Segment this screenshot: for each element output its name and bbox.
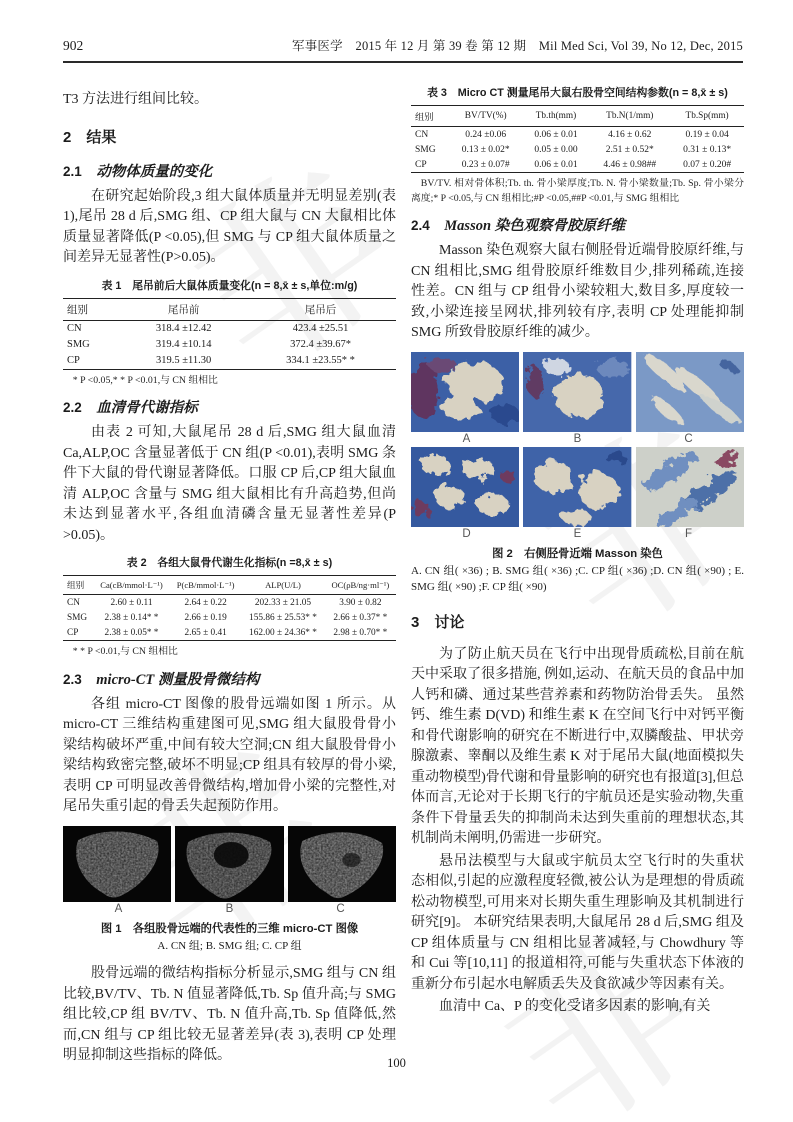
table3-cell: 2.51 ± 0.52*: [605, 144, 654, 155]
table3: [411, 105, 744, 173]
table1-cell: 319.4 ±10.14: [155, 339, 212, 350]
microct-scan-graphic: [288, 826, 396, 902]
table3-row: [411, 157, 744, 173]
table1-header: 尾吊后: [245, 298, 396, 320]
table3-cell: 0.31 ± 0.13*: [683, 144, 732, 155]
page-header: [63, 36, 743, 63]
table1-cell: 423.4 ±25.51: [292, 323, 349, 334]
table3-header: Tb.N(1/mm): [589, 106, 670, 127]
masson-stain-graphic: [523, 352, 631, 432]
table2-cell: 2.38 ± 0.14* *: [104, 612, 159, 623]
table3-block: [411, 86, 744, 206]
continued-paragraph: T3 方法进行组间比较。: [63, 92, 209, 107]
figure2-panel-labels-top: [411, 433, 744, 445]
subsection-heading-2-4: [411, 214, 744, 235]
panel-label-a: A: [462, 432, 471, 445]
masson-stain-graphic: [636, 447, 744, 527]
subsection-number: 2.1: [63, 163, 82, 179]
paragraph-body-weight: 在研究起始阶段,3 组大鼠体质量并无明显差别(表 1),尾吊 28 d 后,SMG 组、CP 组大鼠与 CN 大鼠相比体质量显著降低(P <0.05),但 SMG 与 CP 组大鼠体质量之间差异无显著性(P>0.05)。: [63, 188, 396, 265]
table2-cell: 3.90 ± 0.82: [339, 597, 382, 608]
table2-cell: 2.66 ± 0.19: [184, 612, 227, 623]
figure1-block: [63, 826, 396, 955]
table2-header: Ca(cB/mmol·L⁻¹): [93, 576, 170, 595]
table3-cell: CN: [415, 129, 429, 140]
table3-header: Tb.th(mm): [523, 106, 590, 127]
panel-label-a: A: [114, 902, 123, 915]
table2-cell: 2.66 ± 0.37* *: [333, 612, 388, 623]
microct-image-cp: [288, 826, 396, 902]
subsection-heading-2-3: [63, 668, 396, 689]
footer-page-number: 100: [387, 1056, 406, 1070]
table2-cell: 162.00 ± 24.36* *: [249, 627, 317, 638]
panel-label-e: E: [573, 527, 582, 540]
table3-cell: 0.19 ± 0.04: [685, 129, 729, 140]
table3-cell: 0.23 ± 0.07#: [461, 159, 510, 170]
table2-row: [63, 595, 396, 611]
table1-row: [63, 320, 396, 337]
masson-stain-graphic: [636, 352, 744, 432]
table3-cell: 0.06 ± 0.01: [534, 129, 578, 140]
masson-stain-graphic: [411, 447, 519, 527]
table1-cell: CP: [67, 355, 80, 366]
table2-cell: 202.33 ± 21.05: [254, 597, 312, 608]
figure1-panel-labels: [63, 903, 396, 915]
masson-image-cp-90x: [636, 447, 744, 527]
table1-cell: 334.1 ±23.55* *: [286, 355, 355, 366]
table1-header-row: [63, 298, 396, 320]
table3-header-row: [411, 106, 744, 127]
microct-image-cn: [63, 826, 171, 902]
table3-header: 组别: [411, 106, 449, 127]
table1-cell: SMG: [67, 339, 90, 350]
masson-stain-graphic: [523, 447, 631, 527]
figure2-caption: 图 2 右侧胫骨近端 Masson 染色: [492, 547, 663, 560]
masson-image-smg-90x: [523, 447, 631, 527]
table3-cell: 4.16 ± 0.62: [608, 129, 652, 140]
table1-cell: 319.5 ±11.30: [156, 355, 212, 366]
figure2-panels-top: [411, 352, 744, 432]
table1-header: 组别: [63, 298, 122, 320]
table2-header-row: [63, 576, 396, 595]
figure2-subcaption: A. CN 组( ×36) ; B. SMG 组( ×36) ;C. CP 组( ×36) ;D. CN 组( ×90) ; E. SMG 组( ×90) ;F. CP 组( ×90): [411, 564, 744, 593]
table2-cell: 155.86 ± 25.53* *: [249, 612, 317, 623]
table2-row: [63, 625, 396, 641]
table3-cell: 4.46 ± 0.98##: [603, 159, 657, 170]
table2-cell: SMG: [67, 612, 88, 623]
panel-label-d: D: [462, 527, 471, 540]
table1-cell: 318.4 ±12.42: [155, 323, 212, 334]
table2-header: ALP(U/L): [241, 576, 324, 595]
table3-cell: 0.06 ± 0.01: [534, 159, 578, 170]
subsection-number: 2.2: [63, 400, 82, 415]
table3-footnote: BV/TV. 相对骨体积;Tb. th. 骨小梁厚度;Tb. N. 骨小梁数量;Tb. Sp. 骨小梁分离度;* P <0.05,与 CN 组相比;#P <0.05,##P <0.01,与 SMG 组相比: [411, 178, 744, 204]
masson-image-cp-36x: [636, 352, 744, 432]
table1-cell: CN: [67, 323, 82, 334]
two-column-content: [63, 80, 744, 1069]
table1-cell: 372.4 ±39.67*: [290, 339, 351, 350]
table2-cell: 2.38 ± 0.05* *: [104, 627, 159, 638]
header-page-number: 902: [63, 38, 84, 53]
masson-stain-graphic: [411, 352, 519, 432]
figure1-subcaption: A. CN 组; B. SMG 组; C. CP 组: [157, 939, 302, 952]
table2-cell: 2.98 ± 0.70* *: [333, 627, 388, 638]
subsection-title: micro-CT 测量股骨微结构: [96, 671, 260, 688]
table2-cell: 2.64 ± 0.22: [184, 597, 227, 608]
paragraph-discussion-1: 为了防止航天员在飞行中出现骨质疏松,目前在航天中采取了很多措施, 例如,运动、在航天员的食品中加人钙和磷、通过某些营养素和药物防治骨丢失。 虽然钙、维生素 D(VD) 和维生素 K 在空间飞行中对钙平衡和骨代谢影响的研究在不断进行中,双膦酸盐、甲状旁腺激素、睾酮以及维生素 K 对于尾吊大鼠(地面模拟失重动物模型)骨代谢和骨量影响的研究也有报道[3],但总体而言,无论对于长期飞行的宇航员还是实验动物,失重条件下骨量丢失的抑制尚未达到失重前的理想状态,其机制尚未阐明,仍需进一步研究。: [411, 646, 744, 846]
panel-label-b: B: [573, 432, 582, 445]
subsection-heading-2-1: [63, 160, 396, 181]
paragraph-discussion-3: 血清中 Ca、P 的变化受诸多因素的影响,有关: [439, 999, 711, 1014]
paragraph-microct-indices: 股骨远端的微结构指标分析显示,SMG 组与 CN 组比较,BV/TV、Tb. N 值显著降低,Tb. Sp 值升高;与 SMG 组比较,CP 组 BV/TV、Tb. N 值升高,Tb. Sp 值降低,然而,CN 组与 CP 组比较无显著差异(表 3),表明 CP 处理明显抑制这些指标的降低。: [63, 966, 396, 1063]
subsection-title: 动物体质量的变化: [96, 163, 213, 180]
table2-row: [63, 610, 396, 625]
figure1-caption: 图 1 各组股骨远端的代表性的三维 micro-CT 图像: [100, 922, 359, 935]
table2-cell: CN: [67, 597, 80, 608]
table1-block: [63, 279, 396, 389]
masson-image-cn-90x: [411, 447, 519, 527]
table1-row: [63, 337, 396, 353]
page-footer: [0, 1056, 793, 1071]
table2-header: OC(ρB/ng·ml⁻¹): [325, 576, 396, 595]
figure2-panel-labels-bottom: [411, 528, 744, 540]
panel-label-c: C: [336, 902, 345, 915]
table2: [63, 575, 396, 641]
table2-cell: 2.65 ± 0.41: [184, 627, 227, 638]
microct-scan-graphic: [175, 826, 283, 902]
table1-header: 尾吊前: [122, 298, 245, 320]
table1: [63, 298, 396, 370]
right-column: [411, 80, 744, 1069]
panel-label-c: C: [684, 432, 693, 445]
subsection-title: Masson 染色观察骨胶原纤维: [444, 218, 626, 234]
panel-label-f: F: [684, 527, 693, 540]
table2-header: P(cB/mmol·L⁻¹): [170, 576, 241, 595]
journal-citation-line: 军事医学 2015 年 12 月 第 39 卷 第 12 期 Mil Med Sci, Vol 39, No 12, Dec, 2015: [292, 39, 743, 53]
masson-image-cn-36x: [411, 352, 519, 432]
table2-caption: 表 2 各组大鼠骨代谢生化指标(n =8,x̄ ± s): [126, 557, 333, 569]
figure1-panels: [63, 826, 396, 902]
section-heading-discussion: 3 讨论: [411, 613, 465, 631]
table2-cell: 2.60 ± 0.11: [110, 597, 153, 608]
subsection-number: 2.4: [411, 218, 430, 233]
microct-image-smg: [175, 826, 283, 902]
paragraph-discussion-2: 悬吊法模型与大鼠或宇航员太空飞行时的失重状态相似,引起的应激程度轻微,被公认为是理想的骨质疏松动物模型,可用来对长期失重生理影响及其机制进行研究[9]。 本研究结果表明,大鼠尾吊 28 d 后,SMG 组及 CP 组体质量与 CN 组相比显著减轻,与 Chowdhury 等和 Cui 等[10,11] 的报道相符,可能与失重状态下体液的重新分布引起水电解质丢失及食欲减少等因素有关。: [411, 853, 744, 992]
figure2-panels-bottom: [411, 447, 744, 527]
table3-cell: 0.24 ±0.06: [465, 129, 507, 140]
paragraph-serum-markers: 由表 2 可知,大鼠尾吊 28 d 后,SMG 组大鼠血清 Ca,ALP,OC 含量显著低于 CN 组(P <0.01),表明 SMG 条件下大鼠的骨代谢显著降低。口服 CP 后,CP 组大鼠血清 ALP,OC 含量与 SMG 组大鼠相比有升高趋势,但尚未达到显著水平,各组血清磷含量无显著性差异(P >0.05)。: [63, 425, 396, 543]
table3-cell: 0.05 ± 0.00: [534, 144, 578, 155]
table3-cell: 0.07 ± 0.20#: [683, 159, 732, 170]
panel-label-b: B: [225, 902, 234, 915]
table1-caption: 表 1 尾吊前后大鼠体质量变化(n = 8,x̄ ± s,单位:m/g): [101, 279, 358, 292]
subsection-heading-2-2: [63, 396, 396, 417]
table1-row: [63, 353, 396, 370]
paragraph-microct: 各组 micro-CT 图像的股骨远端如图 1 所示。从 micro-CT 三维结构重建图可见,SMG 组大鼠股骨骨小梁结构破坏严重,中间有较大空洞;CN 组大鼠股骨骨小梁结构致密完整,破坏不明显;CP 组具有较厚的骨小梁,表明 CP 可明显改善骨微结构,增加骨小梁的完整性,对尾吊失重引起的骨丢失起预防作用。: [63, 696, 396, 814]
table3-cell: CP: [415, 159, 427, 170]
table3-cell: 0.13 ± 0.02*: [461, 144, 510, 155]
masson-image-smg-36x: [523, 352, 631, 432]
microct-scan-graphic: [63, 826, 171, 902]
table3-row: [411, 127, 744, 143]
subsection-number: 2.3: [63, 671, 82, 687]
left-column: [63, 80, 396, 1069]
table3-header: BV/TV(%): [449, 106, 523, 127]
paragraph-masson: Masson 染色观察大鼠右侧胫骨近端骨胶原纤维,与 CN 组相比,SMG 组骨胶原纤维数目少,排列稀疏,连接性差。CN 组与 CP 组骨小梁较粗大,数目多,厚度较一致,小梁连接呈网状,排列较有序,表明 CP 处理能抑制 SMG 所致骨胶原纤维的减少。: [411, 243, 744, 340]
table2-block: [63, 556, 396, 660]
table2-header: 组别: [63, 576, 93, 595]
table3-caption: 表 3 Micro CT 测量尾吊大鼠右股骨空间结构参数(n = 8,x̄ ± s): [427, 87, 728, 99]
section-heading-results: 2 结果: [63, 128, 117, 146]
subsection-title: 血清骨代谢指标: [96, 400, 198, 416]
figure2-block: [411, 352, 744, 596]
table3-header: Tb.Sp(mm): [670, 106, 744, 127]
table3-row: [411, 142, 744, 157]
table2-footnote: * * P <0.01,与 CN 组相比: [72, 646, 178, 657]
table1-footnote: * P <0.05,* * P <0.01,与 CN 组相比: [72, 374, 218, 386]
table2-cell: CP: [67, 627, 79, 638]
table3-cell: SMG: [415, 144, 436, 155]
